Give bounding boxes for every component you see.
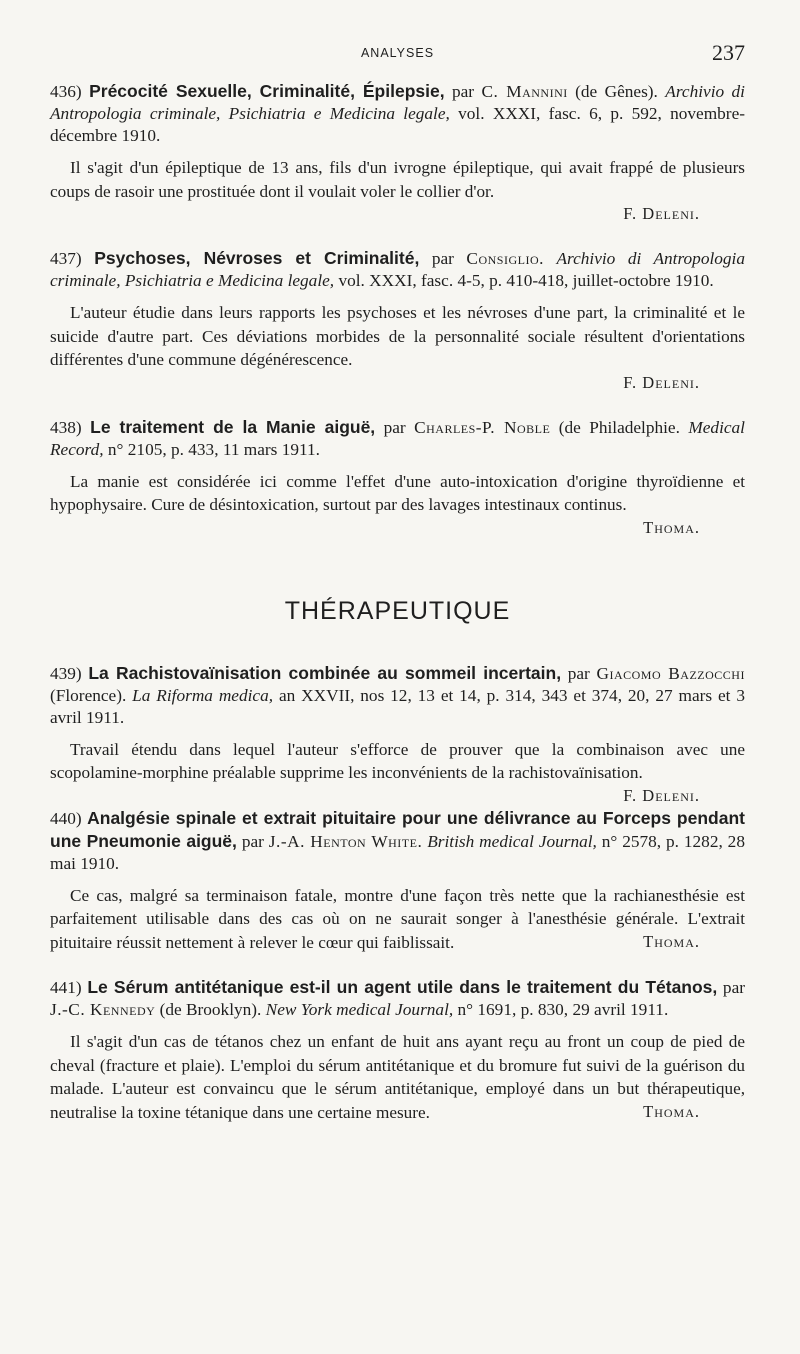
entry-origin bbox=[544, 249, 557, 268]
entry-origin: (de Gênes). bbox=[567, 82, 666, 101]
entry-body bbox=[50, 1030, 745, 1124]
entry-journal: Medical Record, bbox=[50, 417, 745, 459]
entry-title: Le traitement de la Manie aiguë, bbox=[90, 416, 376, 437]
entry-journal: British medical Journal, bbox=[427, 831, 597, 851]
entry-body bbox=[50, 884, 745, 955]
entry-body-text: Il s'agit d'un cas de tétanos chez un enfant de huit ans ayant reçu au front un coup de pied de cheval (fracture et plaie). L'emploi du sérum antitétanique et du bromure fut suivi de la guérison du malade. L'auteur est convaincu que le sérum antitétanique, employé dans un but thérapeutique, neutralise la toxine tétanique dans une certaine mesure. bbox=[50, 1032, 745, 1122]
entry-author: J.-C. Kennedy bbox=[50, 1000, 156, 1019]
entry-signature: F. Deleni. bbox=[623, 785, 700, 805]
entry-by: par bbox=[717, 978, 745, 997]
entry-body bbox=[50, 470, 745, 537]
entry-body bbox=[50, 738, 745, 805]
entry-441 bbox=[50, 976, 745, 1124]
entry-reference: vol. XXXI, fasc. 6, p. 592, novembre-décembre 1910. bbox=[50, 104, 745, 145]
entry-body-text: Ce cas, malgré sa terminaison fatale, montre d'une façon très nette que la rachianesthésie est parfaitement utilisable dans des cas où on ne saurait songer à l'anesthésie générale. L'extrait pituitaire réussit nettement à relever le cœur qui faiblissait. bbox=[50, 885, 745, 952]
entry-heading bbox=[50, 807, 745, 875]
entry-origin: (Florence). bbox=[50, 685, 133, 705]
entry-title: Le Sérum antitétanique est-il un agent utile dans le traitement du Tétanos, bbox=[87, 977, 718, 997]
entry-body-text: La manie est considérée ici comme l'effet d'une auto-intoxication d'origine thyroïdienne et hypophysaire. Cure de désintoxication, surtout par des lavages intestinaux continus. bbox=[50, 471, 745, 514]
entry-signature: Thoma. bbox=[643, 931, 700, 951]
entry-heading bbox=[50, 80, 745, 147]
entry-author: Giacomo Bazzocchi bbox=[596, 663, 745, 683]
section-title: THÉRAPEUTIQUE bbox=[284, 596, 511, 625]
entry-reference: n° 1691, p. 830, 29 avril 1911. bbox=[453, 1000, 669, 1019]
entry-reference: an XXVII, nos 12, 13 et 14, p. 314, 343 et 374, 20, 27 mars et 3 avril 1911. bbox=[50, 685, 745, 727]
page-number: 237 bbox=[712, 40, 745, 65]
entry-heading bbox=[50, 662, 745, 729]
entry-number: 438) bbox=[50, 417, 82, 437]
entry-439 bbox=[50, 662, 745, 805]
entry-signature: Thoma. bbox=[643, 517, 700, 537]
entry-heading bbox=[50, 247, 745, 292]
entry-author: Consiglio. bbox=[466, 249, 544, 268]
entry-by: par bbox=[375, 417, 415, 437]
entry-signature: F. Deleni. bbox=[623, 204, 700, 223]
entry-number: 436) bbox=[50, 82, 82, 101]
entry-title: Psychoses, Névroses et Criminalité, bbox=[94, 248, 420, 268]
content bbox=[50, 80, 745, 1124]
entry-journal: New York medical Journal, bbox=[265, 1000, 454, 1019]
entry-body-text: Travail étendu dans lequel l'auteur s'efforce de prouver que la combinaison avec une scopolamine-morphine préalable supprime les inconvénients de la rachistovaïnisation. bbox=[50, 739, 745, 782]
entry-author: C. Mannini bbox=[481, 82, 568, 101]
entry-title: Analgésie spinale et extrait pituitaire pour une délivrance au Forceps pendant une Pneumonie aiguë, bbox=[50, 807, 745, 851]
entry-origin: (de Brooklyn). bbox=[155, 1000, 266, 1019]
entry-journal: Archivio di Antropologia criminale, Psichiatria e Medicina legale, bbox=[50, 249, 745, 290]
running-title: ANALYSES bbox=[360, 46, 435, 60]
entry-author: Charles-P. Noble bbox=[414, 417, 551, 437]
entry-number: 437) bbox=[50, 249, 82, 268]
entry-signature: Thoma. bbox=[643, 1101, 700, 1121]
entry-reference: n° 2578, p. 1282, 28 mai 1910. bbox=[50, 831, 745, 873]
entry-journal: Archivio di Antropologia criminale, Psichiatria e Medicina legale, bbox=[50, 82, 745, 123]
entry-title: Précocité Sexuelle, Criminalité, Épilepsie, bbox=[89, 81, 445, 101]
entry-number: 439) bbox=[50, 663, 82, 683]
entry-signature: F. Deleni. bbox=[623, 372, 700, 392]
entry-body: Il s'agit d'un épileptique de 13 ans, fils d'un ivrogne épileptique, qui avait frappé de plusieurs coups de rasoir une prostituée dont il voulait voler le collier d'or. bbox=[50, 158, 745, 201]
entry-by: par bbox=[419, 249, 467, 268]
entry-journal: La Riforma medica, bbox=[132, 685, 274, 705]
entry-heading bbox=[50, 416, 745, 461]
entry-body: L'auteur étudie dans leurs rapports les psychoses et les névroses d'une part, la criminalité et le suicide d'autre part. Ces déviations morbides de la personnalité sociale résultent d'orientations différentes d'une commune dégénérescence. bbox=[50, 303, 745, 369]
entry-438 bbox=[50, 416, 745, 537]
entry-reference: vol. XXXI, fasc. 4-5, p. 410-418, juillet-octobre 1910. bbox=[334, 271, 714, 290]
entry-437 bbox=[50, 247, 745, 394]
entry-440 bbox=[50, 807, 745, 955]
entry-author: J.-A. Henton White. bbox=[268, 831, 423, 851]
entry-by: par bbox=[444, 82, 482, 101]
entry-origin: (de Philadelphie. bbox=[550, 417, 689, 437]
entry-by: par bbox=[236, 831, 269, 851]
entry-reference: n° 2105, p. 433, 11 mars 1911. bbox=[103, 439, 320, 459]
entry-436 bbox=[50, 80, 745, 225]
running-head bbox=[50, 40, 745, 68]
entry-number: 441) bbox=[50, 978, 82, 997]
entry-by: par bbox=[561, 663, 597, 683]
entry-number: 440) bbox=[50, 808, 82, 828]
entry-heading bbox=[50, 976, 745, 1021]
entry-title: La Rachistovaïnisation combinée au sommeil incertain, bbox=[88, 662, 562, 683]
